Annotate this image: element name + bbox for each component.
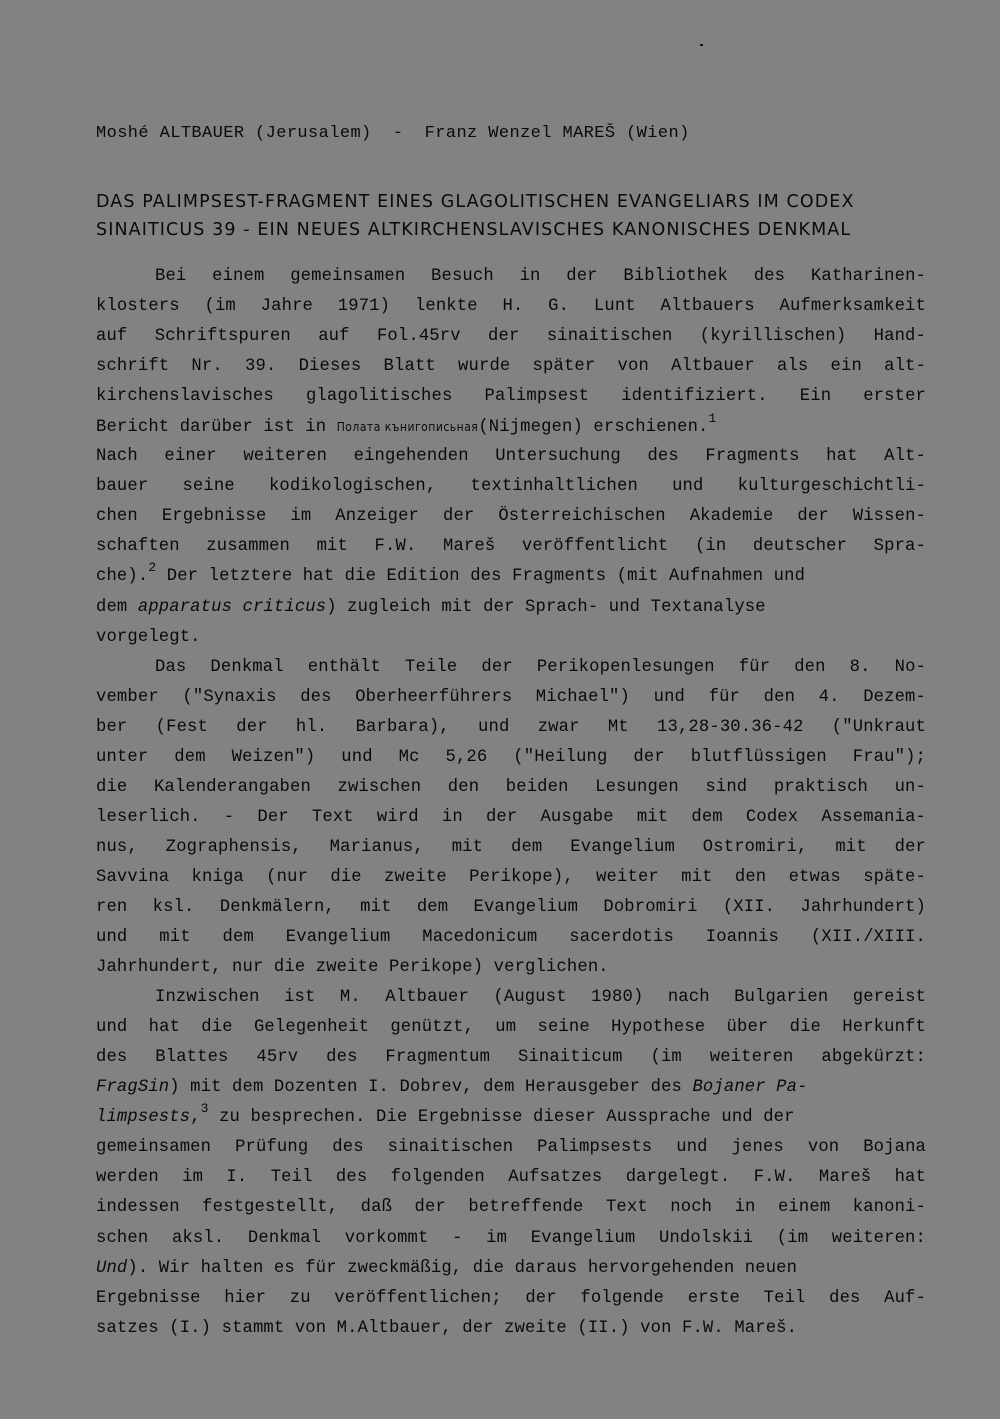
text-line xyxy=(96,1073,926,1103)
text-line: schaften zusammen mit F.W. Mareš veröffentlicht (in deutscher Spra- xyxy=(96,537,926,557)
text-segment: Der letztere hat die Edition des Fragments (mit Aufnahmen und xyxy=(156,567,806,587)
text-segment: ) mit dem Dozenten I. Dobrev, dem Herausgeber des xyxy=(169,1078,693,1098)
footnote-ref-3[interactable]: 3 xyxy=(200,1101,209,1117)
text-segment: zu besprechen. Die Ergebnisse dieser Aussprache und der xyxy=(208,1108,795,1128)
footnote-ref-2[interactable]: 2 xyxy=(148,560,157,576)
text-line xyxy=(96,1254,926,1284)
text-segment: dem xyxy=(96,597,138,617)
text-line: klosters (im Jahre 1971) lenkte H. G. Lunt Altbauers Aufmerksamkeit xyxy=(96,297,926,317)
text-line: Nach einer weiteren eingehenden Untersuchung des Fragments hat Alt- xyxy=(96,447,926,467)
italic-term: FragSin xyxy=(96,1078,170,1098)
text-segment: ) zugleich mit der Sprach- und Textanalyse xyxy=(326,597,766,617)
text-line: Das Denkmal enthält Teile der Perikopenlesungen für den 8. No- xyxy=(155,657,926,677)
author-line: Moshé ALTBAUER (Jerusalem) - Franz Wenzel MAREŠ (Wien) xyxy=(96,124,690,143)
article-title xyxy=(96,188,926,244)
text-line: chen Ergebnisse im Anzeiger der Österreichischen Akademie der Wissen- xyxy=(96,507,926,527)
italic-term: Bojaner Pa- xyxy=(692,1078,808,1098)
text-line: vember ("Synaxis des Oberheerführers Michael") und für den 4. Dezem- xyxy=(96,687,926,707)
text-line: des Blattes 45rv des Fragmentum Sinaiticum (im weiteren abgekürzt: xyxy=(96,1048,926,1068)
text-line: und mit dem Evangelium Macedonicum sacerdotis Ioannis (XII./XIII. xyxy=(96,928,926,948)
text-segment: Bericht darüber ist in xyxy=(96,418,337,438)
text-line: satzes (I.) stammt von M.Altbauer, der zweite (II.) von F.W. Mareš. xyxy=(96,1318,798,1338)
text-segment: ). Wir halten es für zweckmäßig, die daraus hervorgehenden neuen xyxy=(127,1258,798,1278)
italic-term: apparatus criticus xyxy=(137,597,327,617)
journal-title-cyrillic: Полата кънигописьная xyxy=(336,420,479,435)
text-segment: (Nijmegen) erschienen. xyxy=(478,418,709,438)
text-line xyxy=(96,1103,926,1133)
text-line: Ergebnisse hier zu veröffentlichen; der folgende erste Teil des Auf- xyxy=(96,1288,926,1308)
text-line: Bei einem gemeinsamen Besuch in der Bibliothek des Katharinen- xyxy=(155,267,926,286)
italic-term: limpsests xyxy=(96,1108,191,1128)
text-line xyxy=(96,562,926,592)
text-line xyxy=(96,412,926,442)
article-body xyxy=(96,262,926,1344)
text-line: Inzwischen ist M. Altbauer (August 1980) nach Bulgarien gereist xyxy=(155,988,926,1008)
text-line: ren ksl. Denkmälern, mit dem Evangelium Dobromiri (XII. Jahrhundert) xyxy=(96,897,926,917)
text-line: auf Schriftspuren auf Fol.45rv der sinaitischen (kyrillischen) Hand- xyxy=(96,327,926,347)
text-line: schrift Nr. 39. Dieses Blatt wurde später von Altbauer als ein alt- xyxy=(96,357,926,377)
text-line: kirchenslavisches glagolitisches Palimpsest identifiziert. Ein erster xyxy=(96,387,926,407)
text-line: gemeinsamen Prüfung des sinaitischen Palimpsests und jenes von Bojana xyxy=(96,1138,926,1158)
text-line: die Kalenderangaben zwischen den beiden Lesungen sind praktisch un- xyxy=(96,777,926,797)
footnote-ref-1[interactable]: 1 xyxy=(708,411,717,427)
scan-speck xyxy=(700,44,703,46)
text-line: und hat die Gelegenheit genützt, um seine Hypothese über die Herkunft xyxy=(96,1018,926,1038)
text-line: indessen festgestellt, daß der betreffende Text noch in einem kanoni- xyxy=(96,1198,926,1218)
text-line: bauer seine kodikologischen, textinhaltlichen und kulturgeschichtli- xyxy=(96,477,926,497)
text-line: Savvina kniga (nur die zweite Perikope), weiter mit den etwas späte- xyxy=(96,867,926,887)
text-line: Jahrhundert, nur die zweite Perikope) verglichen. xyxy=(96,958,609,978)
text-line: vorgelegt. xyxy=(96,627,201,647)
text-line: nus, Zographensis, Marianus, mit dem Evangelium Ostromiri, mit der xyxy=(96,837,926,857)
text-line: schen aksl. Denkmal vorkommt - im Evangelium Undolskii (im weiteren: xyxy=(96,1228,926,1248)
title-line-2: SINAITICUS 39 - EIN NEUES ALTKIRCHENSLAVISCHES KANONISCHES DENKMAL xyxy=(96,220,852,240)
text-line: unter dem Weizen") und Mc 5,26 ("Heilung der blutflüssigen Frau"); xyxy=(96,747,926,767)
text-line: werden im I. Teil des folgenden Aufsatzes dargelegt. F.W. Mareš hat xyxy=(96,1168,926,1188)
title-line-1: DAS PALIMPSEST-FRAGMENT EINES GLAGOLITISCHEN EVANGELIARS IM CODEX xyxy=(96,192,855,212)
text-segment: che). xyxy=(96,567,149,587)
text-line: leserlich. - Der Text wird in der Ausgabe mit dem Codex Assemania- xyxy=(96,807,926,827)
text-line: ber (Fest der hl. Barbara), und zwar Mt 13,28-30.36-42 ("Unkraut xyxy=(96,717,926,737)
text-segment: , xyxy=(190,1108,201,1128)
text-line xyxy=(96,593,926,623)
italic-term: Und xyxy=(96,1258,128,1278)
